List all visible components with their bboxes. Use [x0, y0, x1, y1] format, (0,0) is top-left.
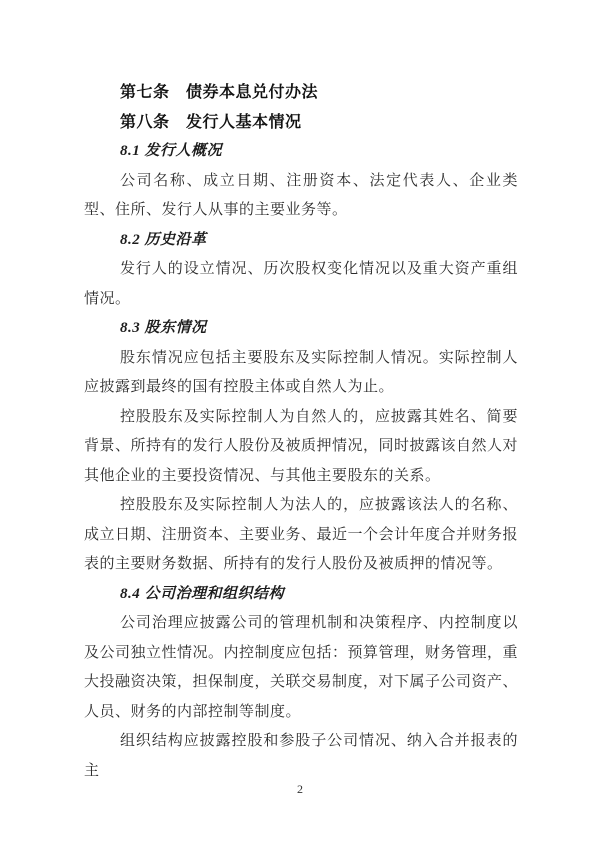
paragraph-issuer-overview: 公司名称、成立日期、注册资本、法定代表人、企业类型、住所、发行人从事的主要业务等。 — [84, 172, 518, 218]
page-number: 2 — [297, 782, 303, 796]
article-heading-7: 第七条 债券本息兑付办法 — [120, 84, 319, 101]
paragraph-legal-person-controller: 控股股东及实际控制人为法人的，应披露该法人的名称、成立日期、注册资本、主要业务、最近一个会计年度合并财务报表的主要财务数据、所持有的发行人股份及被质押的情况等。 — [84, 497, 519, 572]
section-heading-8-2: 8.2 历史沿革 — [120, 231, 207, 248]
article-heading-8: 第八条 发行人基本情况 — [120, 113, 302, 131]
section-heading-8-3: 8.3 股东情况 — [120, 320, 207, 336]
paragraph-corporate-governance: 公司治理应披露公司的管理机制和决策程序、内控制度以及公司独立性情况。内控制度应包括：预算管理，财务管理，重大投融资决策，担保制度，关联交易制度，对下属子公司资产、人员、财务的内部控制等制度。 — [84, 615, 519, 720]
section-heading-8-4: 8.4 公司治理和组织结构 — [120, 585, 285, 602]
section-heading-8-1: 8.1 发行人概况 — [120, 143, 223, 159]
paragraph-shareholders: 股东情况应包括主要股东及实际控制人情况。实际控制人应披露到最终的国有控股主体或自然人为止。 — [84, 349, 518, 395]
document-body — [84, 78, 518, 786]
paragraph-natural-person-controller: 控股股东及实际控制人为自然人的，应披露其姓名、简要背景、所持有的发行人股份及被质押情况，同时披露该自然人对其他企业的主要投资情况、与其他主要股东的关系。 — [84, 408, 519, 484]
paragraph-history: 发行人的设立情况、历次股权变化情况以及重大资产重组情况。 — [84, 261, 518, 307]
paragraph-organization-structure: 组织结构应披露控股和参股子公司情况、纳入合并报表的主 — [84, 733, 518, 779]
